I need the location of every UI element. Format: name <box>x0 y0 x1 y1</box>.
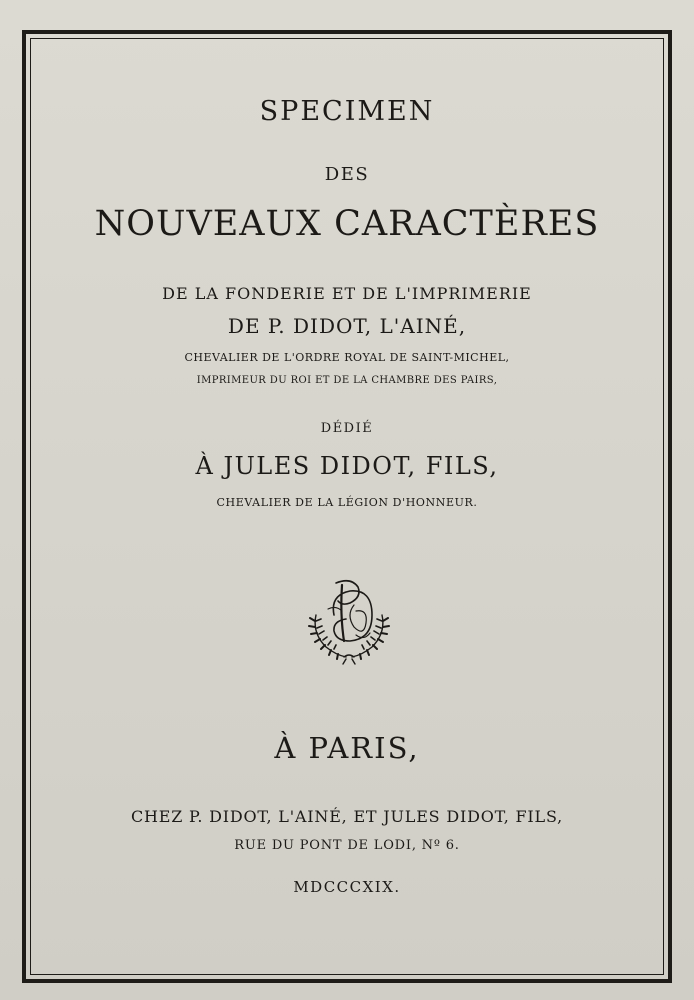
honor-legion: CHEVALIER DE LA LÉGION D'HONNEUR. <box>216 496 478 509</box>
publisher-line: CHEZ P. DIDOT, L'AINÉ, ET JULES DIDOT, FILS, <box>130 807 564 826</box>
des-line: DES <box>324 164 370 185</box>
laurel-monogram-icon <box>306 575 392 665</box>
main-title: NOUVEAUX CARACTÈRES <box>94 204 600 244</box>
didot-line: DE P. DIDOT, L'AINÉ, <box>227 314 467 338</box>
dedicatee-line: À JULES DIDOT, FILS, <box>195 452 499 480</box>
specimen-heading: SPECIMEN <box>259 96 435 127</box>
dedie-line: DÉDIÉ <box>320 421 374 436</box>
honor-saint-michel: CHEVALIER DE L'ORDRE ROYAL DE SAINT-MICHEL, <box>184 351 510 364</box>
city-line: À PARIS, <box>274 731 420 765</box>
fonderie-line: DE LA FONDERIE ET DE L'IMPRIMERIE <box>162 284 532 303</box>
date-line: MDCCCXIX. <box>293 878 401 896</box>
honor-imprimeur: IMPRIMEUR DU ROI ET DE LA CHAMBRE DES PAIRS, <box>196 375 498 386</box>
address-line: RUE DU PONT DE LODI, Nº 6. <box>234 838 460 853</box>
